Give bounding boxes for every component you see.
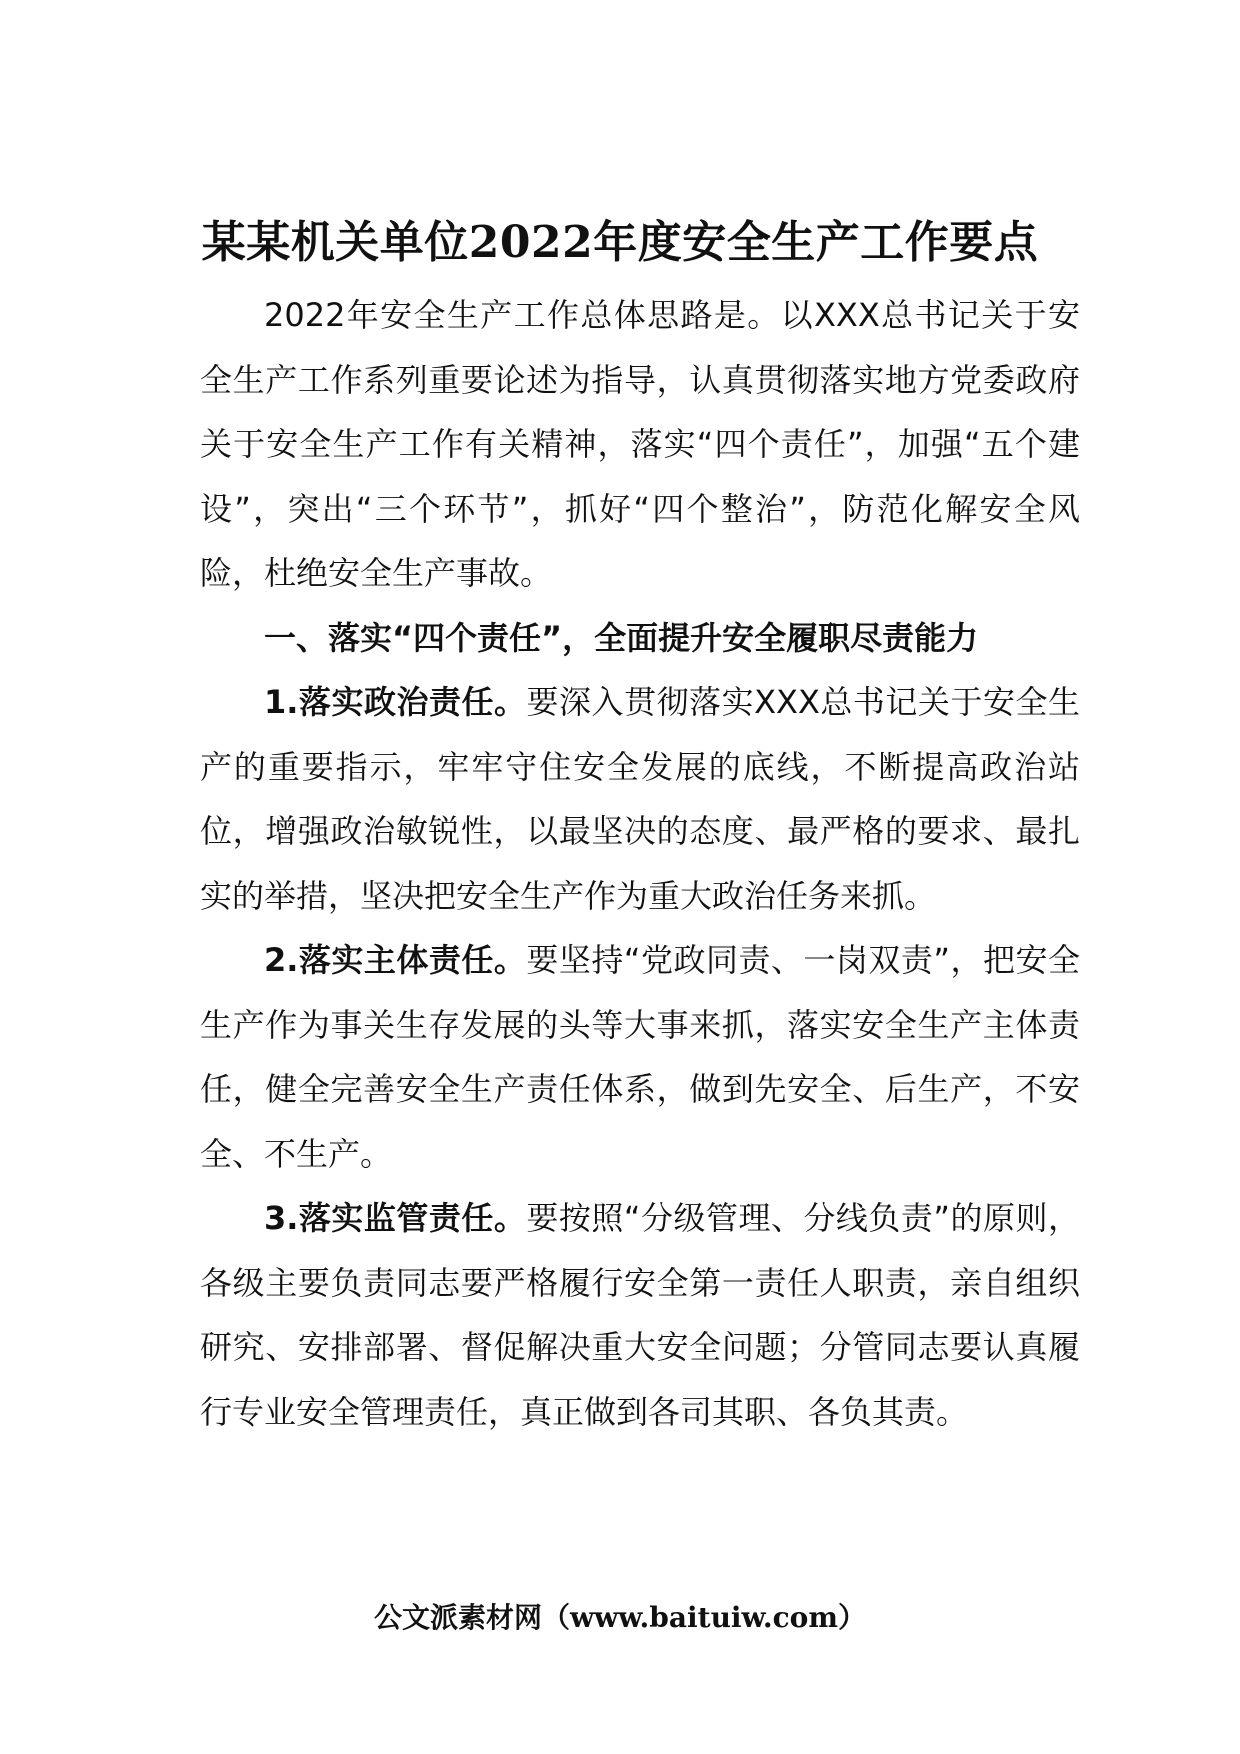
item-paragraph-1 <box>200 670 1080 928</box>
item-lead: 3.落实监管责任。 <box>264 1199 527 1237</box>
item-text: 要按照“分级管理、分线负责”的原则，各级主要负责同志要严格履行安全第一责任人职责，亲自组织研究、安排部署、督促解决重大安全问题；分管同志要认真履行专业安全管理责任，真正做到各司其职、各负其责。 <box>200 1199 1080 1431</box>
document-body <box>200 283 1080 1444</box>
item-lead: 1.落实政治责任。 <box>264 683 527 721</box>
item-text: 要深入贯彻落实XXX总书记关于安全生产的重要指示，牢牢守住安全发展的底线，不断提高政治站位，增强政治敏锐性，以最坚决的态度、最严格的要求、最扎实的举措，坚决把安全生产作为重大政治任务来抓。 <box>200 683 1080 915</box>
intro-paragraph: 2022年安全生产工作总体思路是。以XXX总书记关于安全生产工作系列重要论述为指导，认真贯彻落实地方党委政府关于安全生产工作有关精神，落实“四个责任”，加强“五个建设”，突出“三个环节”，抓好“四个整治”，防范化解安全风险，杜绝安全生产事故。 <box>200 296 1080 592</box>
section-heading: 一、落实“四个责任”，全面提升安全履职尽责能力 <box>264 618 979 657</box>
item-lead: 2.落实主体责任。 <box>264 941 527 979</box>
document-title: 某某机关单位2022年度安全生产工作要点 <box>201 217 1039 268</box>
item-paragraph-2 <box>200 928 1080 1186</box>
item-text: 要坚持“党政同责、一岗双责”，把安全生产作为事关生存发展的头等大事来抓，落实安全生产主体责任，健全完善安全生产责任体系，做到先安全、后生产，不安全、不生产。 <box>200 941 1080 1173</box>
source-footer: 公文派素材网（www.baituiw.com） <box>374 1601 866 1634</box>
item-paragraph-3 <box>200 1186 1080 1444</box>
